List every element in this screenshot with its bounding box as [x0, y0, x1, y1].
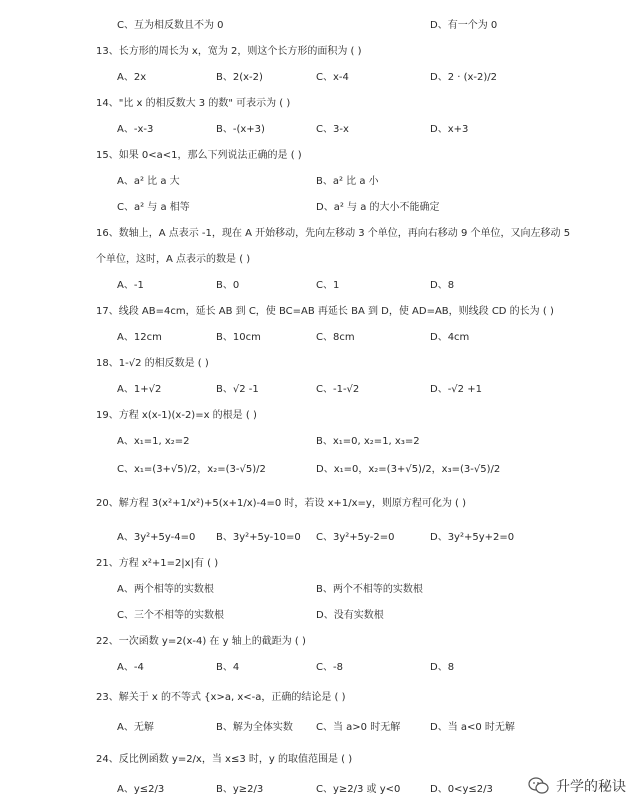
question-stem: 19、方程 x(x-1)(x-2)=x 的根是 ( ) — [96, 410, 257, 421]
answer-option: C、3-x — [316, 124, 349, 135]
question-stem: 14、"比 x 的相反数大 3 的数" 可表示为 ( ) — [96, 98, 291, 109]
text-line — [0, 462, 640, 478]
answer-option: A、a² 比 a 大 — [117, 176, 180, 187]
text-line — [0, 174, 640, 190]
answer-option: A、两个相等的实数根 — [117, 584, 214, 595]
answer-option: C、互为相反数且不为 0 — [117, 20, 224, 31]
question-stem: 23、解关于 x 的不等式 {x>a, x<-a，正确的结论是 ( ) — [96, 692, 346, 703]
answer-option: C、x₁=(3+√5)/2，x₂=(3-√5)/2 — [117, 464, 266, 475]
answer-option: D、没有实数根 — [316, 610, 384, 621]
question-stem: 22、一次函数 y=2(x-4) 在 y 轴上的截距为 ( ) — [96, 636, 306, 647]
answer-option: D、8 — [430, 280, 455, 291]
answer-option: C、y≥2/3 或 y<0 — [316, 784, 401, 795]
answer-option: B、解为全体实数 — [216, 722, 293, 733]
question-stem: 21、方程 x²+1=2|x|有 ( ) — [96, 558, 219, 569]
answer-option: B、√2 -1 — [216, 384, 259, 395]
text-line — [0, 434, 640, 450]
answer-option: C、1 — [316, 280, 340, 291]
text-line — [0, 278, 640, 294]
answer-option: B、4 — [216, 662, 240, 673]
answer-option: B、x₁=0, x₂=1, x₃=2 — [316, 436, 420, 447]
answer-option: A、-1 — [117, 280, 144, 291]
question-stem: 18、1-√2 的相反数是 ( ) — [96, 358, 209, 369]
text-line — [0, 356, 640, 372]
answer-option: D、x+3 — [430, 124, 469, 135]
answer-option: B、-(x+3) — [216, 124, 265, 135]
answer-option: A、1+√2 — [117, 384, 162, 395]
text-line — [0, 690, 640, 706]
question-stem: 17、线段 AB=4cm，延长 AB 到 C，使 BC=AB 再延长 BA 到 D，使 AD=AB，则线段 CD 的长为 ( ) — [96, 306, 554, 317]
answer-option: B、10cm — [216, 332, 261, 343]
answer-option: D、0<y≤2/3 — [430, 784, 493, 795]
question-stem: 13、长方形的周长为 x，宽为 2，则这个长方形的面积为 ( ) — [96, 46, 362, 57]
question-stem: 20、解方程 3(x²+1/x²)+5(x+1/x)-4=0 时，若设 x+1/x=y，则原方程可化为 ( ) — [96, 498, 466, 509]
answer-option: A、-4 — [117, 662, 144, 673]
answer-option: C、-8 — [316, 662, 343, 673]
question-16-line-2: 个单位，这时，A 点表示的数是 ( ) — [96, 254, 251, 265]
answer-option: D、-√2 +1 — [430, 384, 482, 395]
answer-option: C、a² 与 a 相等 — [117, 202, 190, 213]
text-line — [0, 608, 640, 624]
answer-option: B、a² 比 a 小 — [316, 176, 379, 187]
answer-option: A、x₁=1, x₂=2 — [117, 436, 190, 447]
answer-option: C、当 a>0 时无解 — [316, 722, 401, 733]
text-line — [0, 720, 640, 736]
text-line — [0, 330, 640, 346]
answer-option: D、8 — [430, 662, 455, 673]
text-line — [0, 530, 640, 546]
answer-option: C、8cm — [316, 332, 355, 343]
answer-option: D、3y²+5y+2=0 — [430, 532, 515, 543]
answer-option: C、三个不相等的实数根 — [117, 610, 224, 621]
text-line — [0, 200, 640, 216]
text-line — [0, 304, 640, 320]
question-16-line-1: 16、数轴上，A 点表示 -1，现在 A 开始移动，先向左移动 3 个单位，再向右移动 9 个单位，又向左移动 5 — [96, 228, 571, 239]
answer-option: A、12cm — [117, 332, 162, 343]
text-line — [0, 752, 640, 768]
answer-option: D、2 · (x-2)/2 — [430, 72, 498, 83]
answer-option: A、y≤2/3 — [117, 784, 165, 795]
text-line — [0, 496, 640, 512]
text-line — [0, 634, 640, 650]
text-line — [0, 44, 640, 60]
text-line — [0, 18, 640, 34]
question-stem: 24、反比例函数 y=2/x，当 x≤3 时，y 的取值范围是 ( ) — [96, 754, 353, 765]
answer-option: C、x-4 — [316, 72, 349, 83]
answer-option: D、a² 与 a 的大小不能确定 — [316, 202, 440, 213]
answer-option: D、当 a<0 时无解 — [430, 722, 515, 733]
answer-option: D、有一个为 0 — [430, 20, 498, 31]
answer-option: A、3y²+5y-4=0 — [117, 532, 196, 543]
answer-option: A、无解 — [117, 722, 154, 733]
watermark — [528, 776, 626, 796]
answer-option: A、-x-3 — [117, 124, 154, 135]
answer-option: B、2(x-2) — [216, 72, 263, 83]
text-line — [0, 122, 640, 138]
answer-option: A、2x — [117, 72, 147, 83]
answer-option: D、4cm — [430, 332, 470, 343]
answer-option: B、0 — [216, 280, 240, 291]
answer-option: B、两个不相等的实数根 — [316, 584, 423, 595]
text-line — [0, 96, 640, 112]
answer-option: B、3y²+5y-10=0 — [216, 532, 301, 543]
text-line — [0, 382, 640, 398]
text-line — [0, 582, 640, 598]
wechat-icon — [528, 777, 550, 795]
text-line — [0, 556, 640, 572]
question-stem: 15、如果 0<a<1，那么下列说法正确的是 ( ) — [96, 150, 302, 161]
text-line — [0, 70, 640, 86]
answer-option: C、-1-√2 — [316, 384, 360, 395]
watermark-text: 升学的秘诀 — [556, 779, 626, 795]
text-line — [0, 148, 640, 164]
answer-option: C、3y²+5y-2=0 — [316, 532, 395, 543]
text-line — [0, 660, 640, 676]
answer-option: B、y≥2/3 — [216, 784, 264, 795]
answer-option: D、x₁=0，x₂=(3+√5)/2，x₃=(3-√5)/2 — [316, 464, 501, 475]
text-line — [0, 408, 640, 424]
